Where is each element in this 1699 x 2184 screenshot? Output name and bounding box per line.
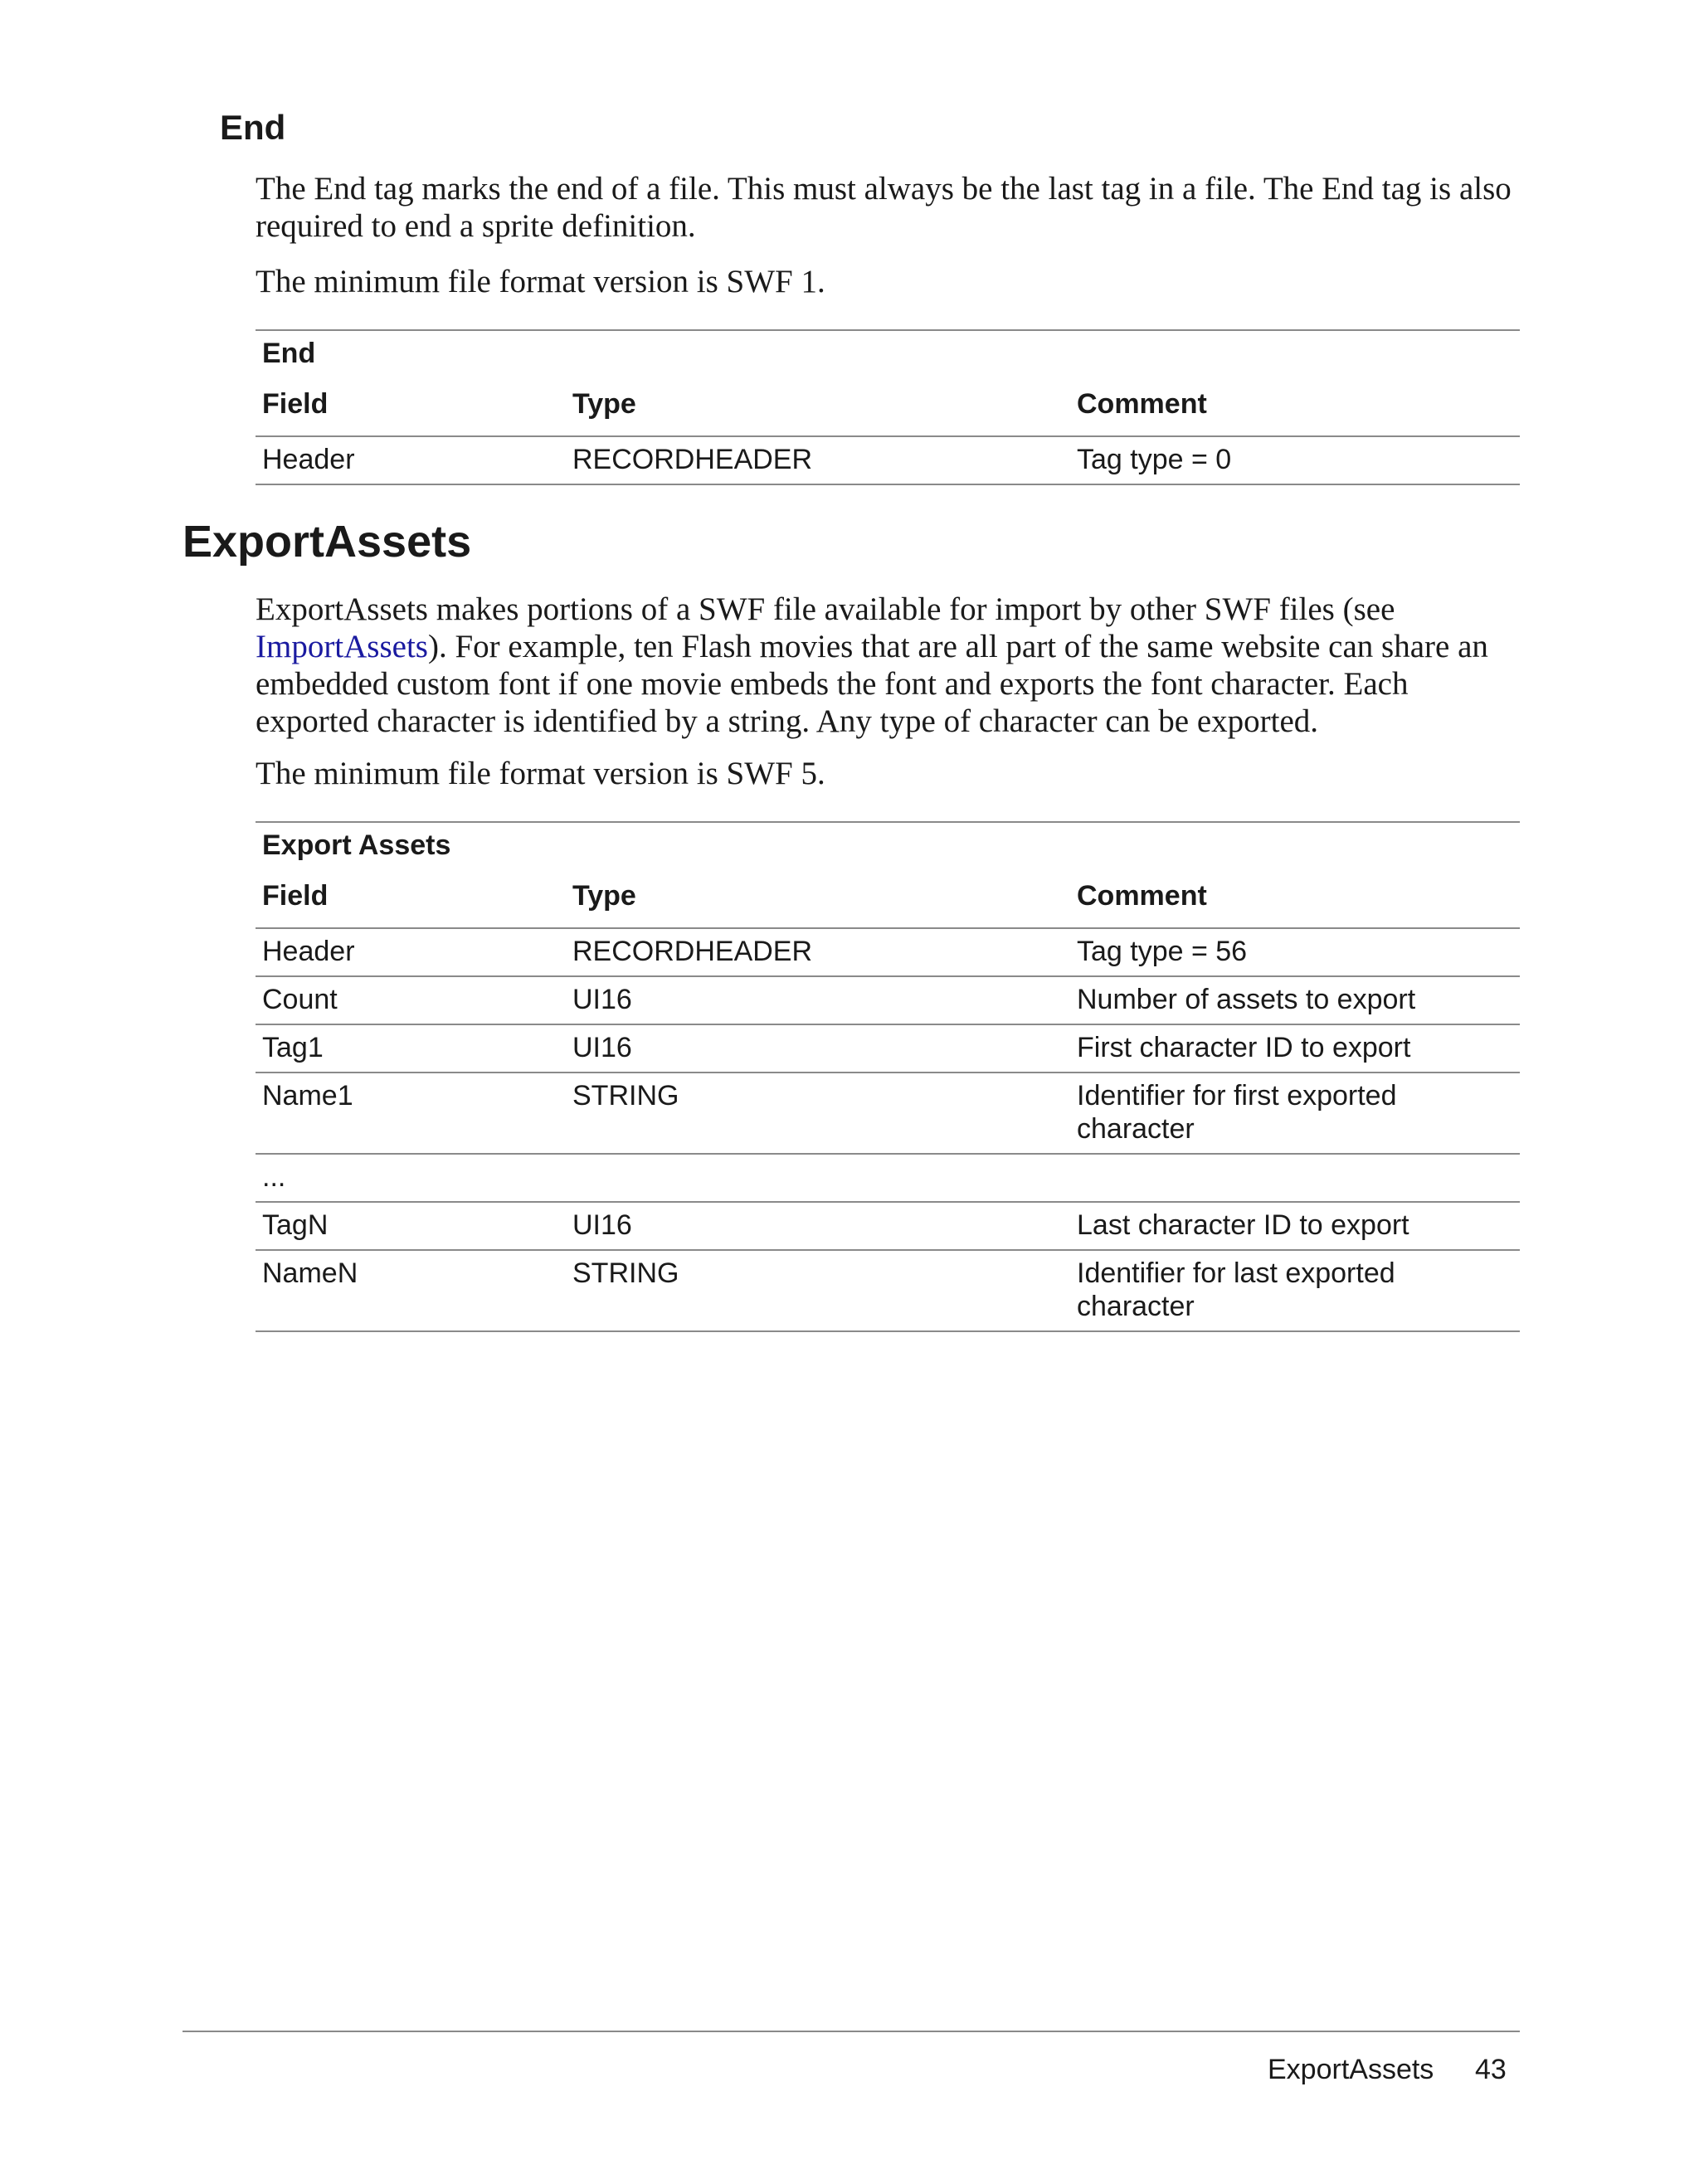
table-row [256, 1250, 1520, 1331]
end-description: The End tag marks the end of a file. This must always be the last tag in a file. The End tag is also required to end a sprite definition. [256, 171, 1512, 244]
exportassets-version-note: The minimum file format version is SWF 5. [256, 756, 825, 791]
end-version-note: The minimum file format version is SWF 1. [256, 264, 825, 299]
page-number: 43 [1475, 2054, 1507, 2085]
table-row [256, 976, 1520, 1024]
exportassets-heading: ExportAssets [183, 517, 472, 567]
table-caption-row [256, 822, 1520, 875]
cell-field: NameN [256, 1250, 566, 1331]
cell-field: ... [256, 1154, 566, 1202]
cell-comment [1070, 1154, 1520, 1202]
end-heading: End [220, 108, 286, 147]
cell-comment: Tag type = 0 [1070, 436, 1520, 484]
end-table [256, 329, 1520, 485]
cell-type: UI16 [566, 1024, 1070, 1073]
cell-type [566, 1154, 1070, 1202]
cell-field: Header [256, 436, 566, 484]
cell-field: Count [256, 976, 566, 1024]
cell-comment: Number of assets to export [1070, 976, 1520, 1024]
column-header-field: Field [256, 875, 566, 928]
cell-field: Name1 [256, 1073, 566, 1154]
table-row [256, 1024, 1520, 1073]
cell-type: UI16 [566, 976, 1070, 1024]
cell-comment: Last character ID to export [1070, 1202, 1520, 1250]
table-row [256, 1154, 1520, 1202]
table-header-row [256, 875, 1520, 928]
column-header-type: Type [566, 383, 1070, 436]
cell-type: UI16 [566, 1202, 1070, 1250]
cell-field: Tag1 [256, 1024, 566, 1073]
footer-divider [183, 2031, 1520, 2032]
description-text-end: ). For example, ten Flash movies that are all part of the same website can share an embedded custom font if one movie embeds the font and exports the font character. Each exported character is identified by a string. Any type of character can be exported. [256, 629, 1488, 739]
footer-section-name: ExportAssets [1268, 2054, 1434, 2085]
description-text-start: ExportAssets makes portions of a SWF file available for import by other SWF files (see [256, 591, 1395, 627]
end-table-caption: End [262, 338, 316, 369]
exportassets-table-caption: Export Assets [262, 829, 451, 861]
cell-field: Header [256, 928, 566, 976]
cell-comment: First character ID to export [1070, 1024, 1520, 1073]
column-header-type: Type [566, 875, 1070, 928]
cell-type: RECORDHEADER [566, 436, 1070, 484]
table-caption-row [256, 330, 1520, 383]
table-row [256, 928, 1520, 976]
importassets-link[interactable]: ImportAssets [256, 629, 428, 664]
exportassets-description [256, 591, 1525, 740]
cell-comment: Identifier for last exported character [1070, 1250, 1520, 1331]
table-row [256, 1073, 1520, 1154]
cell-type: STRING [566, 1073, 1070, 1154]
column-header-comment: Comment [1070, 383, 1520, 436]
cell-comment: Identifier for first exported character [1070, 1073, 1520, 1154]
cell-type: STRING [566, 1250, 1070, 1331]
cell-comment: Tag type = 56 [1070, 928, 1520, 976]
cell-field: TagN [256, 1202, 566, 1250]
table-row [256, 436, 1520, 484]
column-header-comment: Comment [1070, 875, 1520, 928]
table-row [256, 1202, 1520, 1250]
column-header-field: Field [256, 383, 566, 436]
exportassets-table [256, 821, 1520, 1332]
cell-type: RECORDHEADER [566, 928, 1070, 976]
table-header-row [256, 383, 1520, 436]
